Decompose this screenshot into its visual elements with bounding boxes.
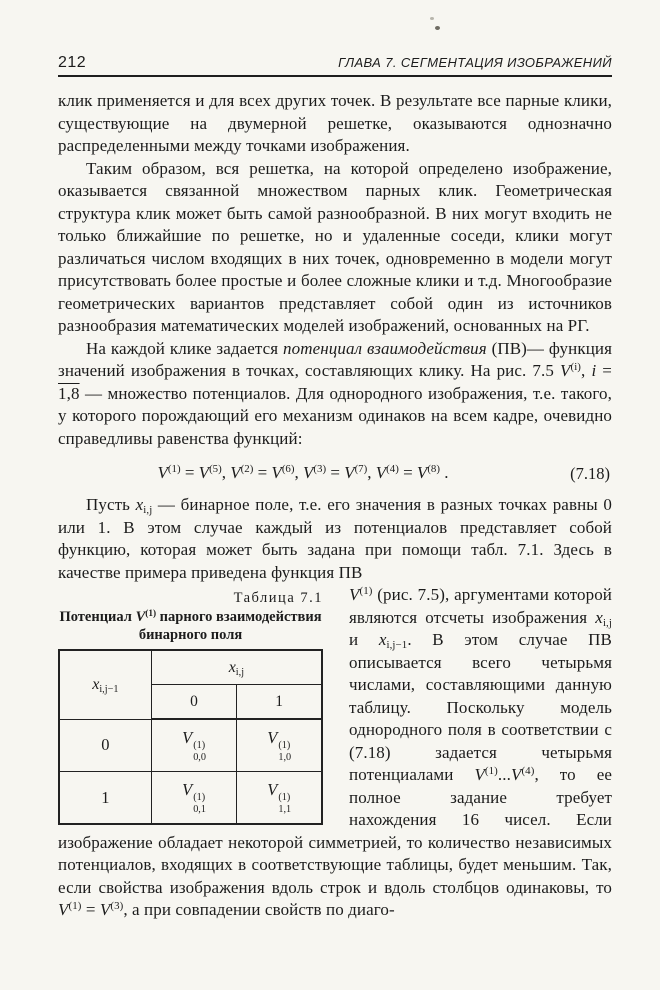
table-cell: V (1) 0,1 [151,772,237,825]
table-title: Потенциал $V^{(1)}$ парного взаимодействия бинарного поля [59,608,322,643]
paragraph: На каждой клике задается потенциал взаимодействия (ПВ)— функция значений изображения в точках, составляющих клику. На рис. 7.5 $V^{(i)}$, i = 1,8 — множество потенциалов. Для однородного изображения, т.е. такого, у которого порождающий его механизм одинаков на всем кадре, очевидно справедливы равенства функций: [58,338,613,448]
paragraph-wrapping-table: $V^{(1)}$ (рис. 7.5), аргументами которой являются отсчеты изображения $x_{i,j}$ и $x_{i,j-1}$. В этом случае ПВ описывается всего четырьмя числами, составляющими данную таблицу. Поскольку модель однородного поля в соответствии с (7.18) задается четырьмя потенциалами $V^{(1)}...V^{(4)}$, то ее полное задание требует нахождения 16 чисел. Если изображение обладает некоторой симметрией, то количество независимых потенциалов, входящих в соответствующие таблицы, будет меньшим. Так, если свойства изображения вдоль строк и вдоль столбцов одинаковы, то $V^{(1)} = V^{(3)}$, а при совпадении свойств по диаго- [58,585,612,919]
equation-7-18 [58,463,612,483]
table-row-header: 0 [59,719,151,772]
table-and-text-section [58,584,612,922]
paragraph: Таким образом, вся решетка, на которой определено изображение, оказывается связанной множеством парных клик. Геометрическая структура клик может быть самой разнообразной. В них могут входить не только ближайшие по решетке, но и удаленные соседи, клики могут различаться числом входящих в них точек, одновременно в модели могут присутствовать более простые и более сложные клики и т.д. Многообразие геометрических вариантов представляет собой один из источников разнообразия математических моделей изображений, основанных на РГ. [58,158,612,335]
table-group-header: $x_{i,j}$ [151,650,322,685]
table-cell: V (1) 0,0 [151,719,237,772]
scan-speck [430,17,434,20]
running-header [58,54,612,72]
chapter-title: ГЛАВА 7. СЕГМЕНТАЦИЯ ИЗОБРАЖЕНИЙ [338,55,612,70]
table-corner-header: $x_{i,j-1}$ [59,650,151,719]
page-number: 212 [58,54,87,71]
paragraph: Пусть $x_{i,j}$ — бинарное поле, т.е. его значения в разных точках равны 0 или 1. В этом случае каждый из потенциалов представляет собой функцию, которая может быть задана при помощи табл. 7.1. Здесь в качестве примера приведена функция ПВ [58,495,612,582]
equation-number: (7.18) [570,464,610,483]
page-body [58,90,612,922]
equation-body: $V^{(1)} = V^{(5)}$, $V^{(2)} = V^{(6)}$, $V^{(3)} = V^{(7)}$, $V^{(4)} = V^{(8)}$ . [157,463,449,482]
table-col-header: 1 [237,685,322,720]
header-rule [58,75,612,77]
potential-table [58,649,323,825]
table-cell: V (1) 1,0 [237,719,322,772]
scan-speck [435,26,440,30]
table-col-header: 0 [151,685,237,720]
table-block [58,590,323,825]
paragraph-continuation: клик применяется и для всех других точек. В результате все парные клики, существующие на двумерной решетке, оказываются однозначно распределенными между точками изображения. [58,91,612,155]
table-row-header: 1 [59,772,151,825]
table-label: Таблица 7.1 [233,590,323,606]
table-cell: V (1) 1,1 [237,772,322,825]
